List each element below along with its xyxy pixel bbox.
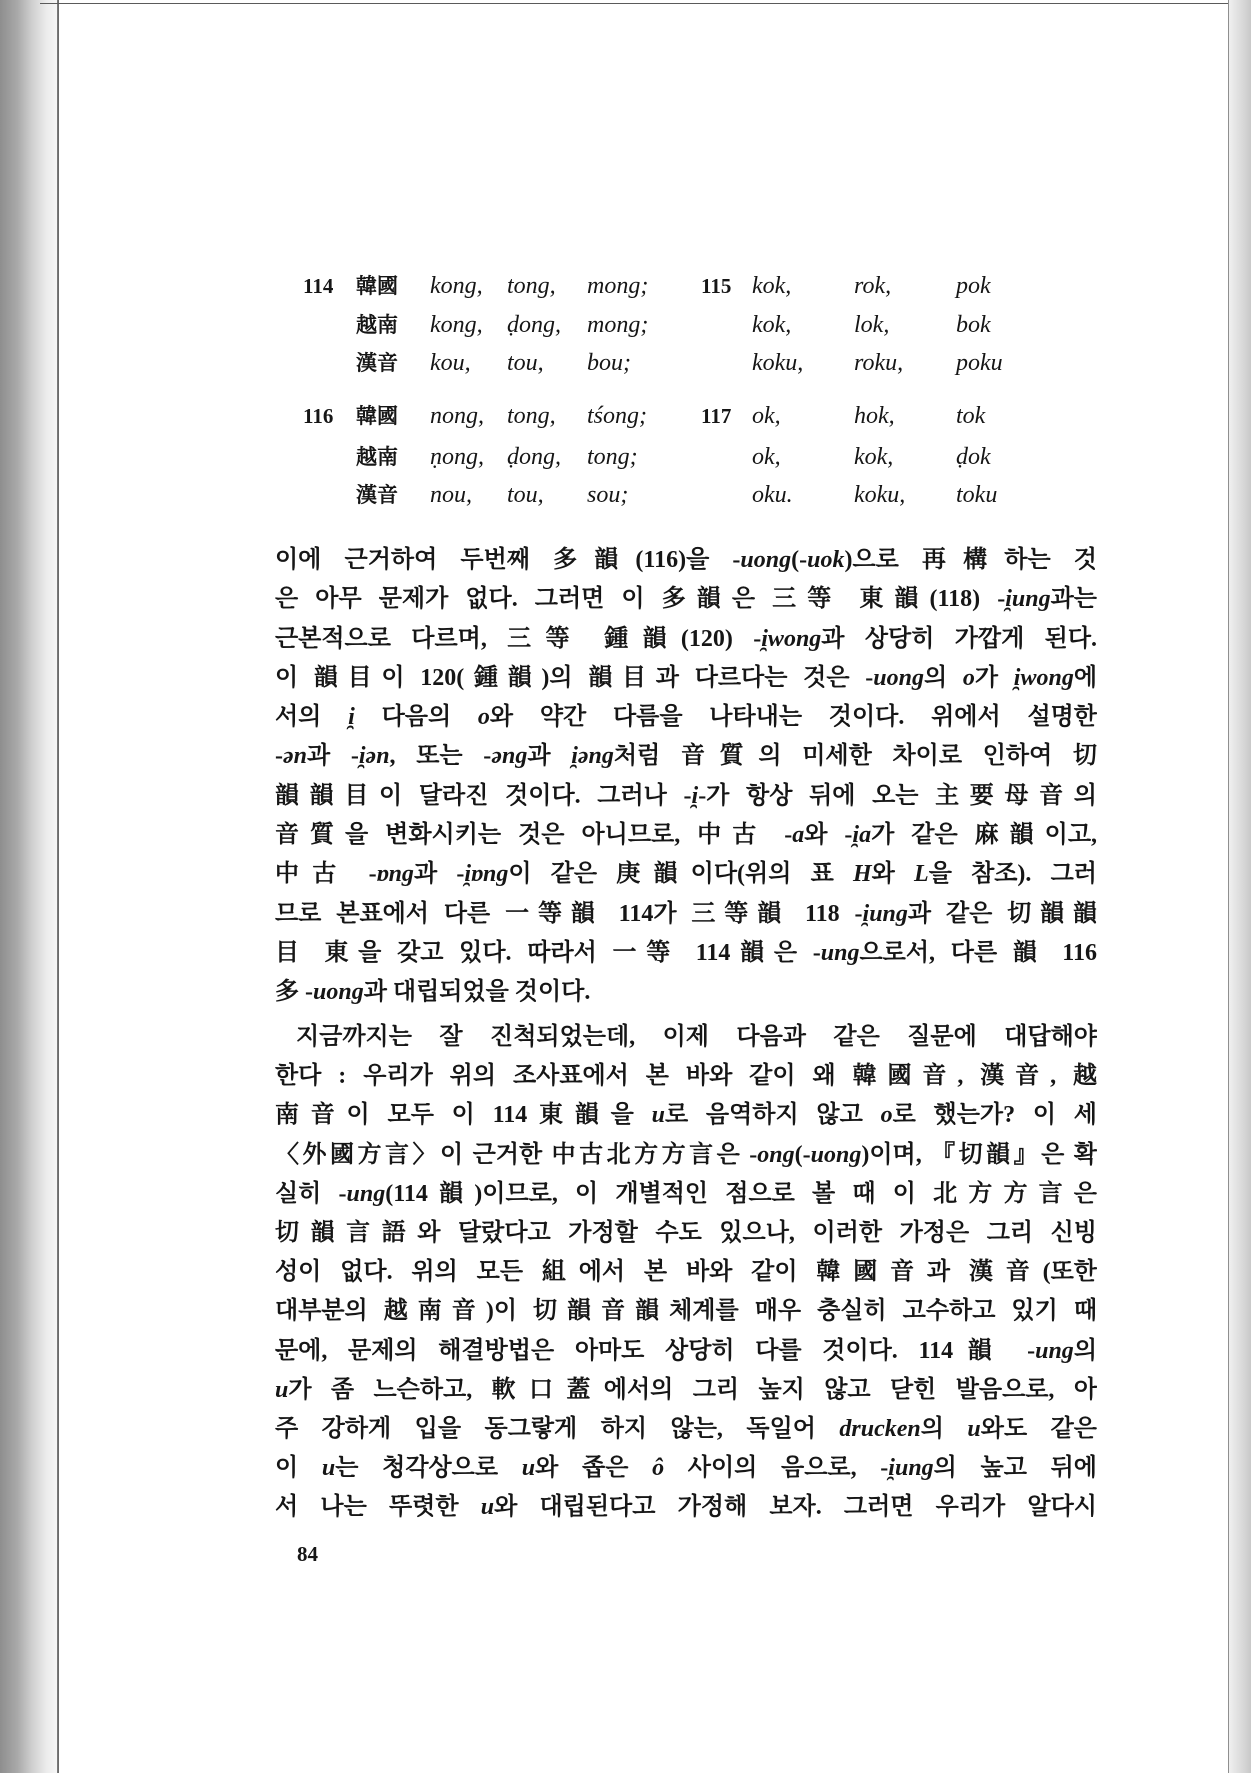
reading: tou,: [507, 350, 544, 376]
text-line: 이에 근거하여 두번째 多韻(116)을 -uong(-uok)으로 再構하는 것: [275, 547, 1097, 573]
latin-term: i̯: [348, 704, 355, 731]
latin-term: i̯ung: [888, 1455, 934, 1482]
reading: poku: [956, 350, 1003, 376]
reading: oku.: [752, 482, 793, 508]
latin-term: uok: [807, 547, 845, 573]
latin-term: uong: [873, 664, 924, 691]
latin-term: i̯əng: [571, 743, 614, 770]
reading: mong;: [587, 312, 649, 338]
reading: sou;: [587, 482, 629, 508]
reading: koku,: [752, 350, 804, 376]
language-label: 越南: [356, 445, 398, 469]
text-line: 주 강하게 입을 동그랗게 하지 않는, 독일어 drucken의 u와도 같은: [275, 1415, 1097, 1442]
latin-term: a: [792, 822, 805, 849]
latin-term: ən: [283, 743, 307, 770]
latin-term: əng: [491, 743, 528, 770]
text-line: 근본적으로 다르며, 三等 鍾韻(120) -i̯wong과 상당히 가깝게 된다.: [275, 625, 1097, 652]
reading: ok,: [752, 403, 781, 429]
reading: rok,: [854, 273, 892, 299]
reading: bou;: [587, 350, 631, 376]
reading: ḍok: [956, 444, 991, 470]
language-label: 漢音: [356, 351, 398, 375]
latin-term: u: [521, 1455, 536, 1482]
text-line: 지금까지는 잘 진척되었는데, 이제 다음과 같은 질문에 대답해야: [296, 1024, 1097, 1050]
latin-term: i̯ung: [1005, 586, 1051, 613]
latin-term: u: [651, 1102, 665, 1129]
language-label: 韓國: [356, 404, 398, 428]
reading: hok,: [854, 403, 895, 429]
reading: kou,: [430, 350, 471, 376]
body-paragraph: [275, 1018, 1097, 1527]
latin-term: i̯wong: [761, 625, 822, 652]
text-line: 〈外國方言〉이 근거한 中古北方方言은 -ong(-uong)이며, 『切韻』은 확: [275, 1141, 1097, 1168]
reading: tśong;: [587, 403, 647, 429]
reading: kong,: [430, 273, 483, 299]
reading: tou,: [507, 482, 544, 508]
latin-term: ung: [1035, 1337, 1074, 1364]
page-right-edge: [1228, 0, 1251, 1773]
reading: kok,: [752, 273, 792, 299]
table-row: [0, 442, 1251, 472]
rhyme-number: 116: [303, 404, 334, 428]
rhyme-number: 114: [303, 274, 334, 298]
text-line: 이 韻目이 120(鍾韻)의 韻目과 다르다는 것은 -uong의 o가 i̯wong에: [275, 664, 1097, 691]
table-row: [0, 480, 1251, 510]
text-line: 은 아무 문제가 없다. 그러면 이 多韻은 三等 東韻(118) -i̯ung과는: [275, 586, 1097, 613]
reading: lok,: [854, 312, 890, 338]
table-row: [0, 310, 1251, 340]
reading: tong,: [507, 403, 556, 429]
text-line: -ən과 -i̯ən, 또는 -əng과 i̯əng처럼 音質의 미세한 차이로 인하여 切: [275, 743, 1097, 770]
text-line: 서 나는 뚜렷한 u와 대립된다고 가정해 보자. 그러면 우리가 알다시: [275, 1494, 1097, 1521]
reading: kok,: [752, 312, 792, 338]
latin-term: ɒng: [376, 861, 414, 888]
latin-term: i̯a: [852, 822, 872, 849]
latin-term: i̯ɒng: [464, 861, 509, 888]
latin-term: u: [321, 1455, 336, 1482]
text-line: 多 -uong과 대립되었을 것이다.: [275, 979, 591, 1006]
table-row: [0, 401, 1251, 431]
body-paragraph: [275, 541, 1097, 1013]
latin-term: uong: [313, 979, 364, 1006]
latin-term: o: [962, 664, 975, 691]
text-line: 中古 -ɒng과 -i̯ɒng이 같은 庚韻이다(위의 표 H와 L을 참조). 그러: [275, 861, 1097, 888]
reading: tong;: [587, 444, 638, 470]
reading: koku,: [854, 482, 906, 508]
text-line: 音質을 변화시키는 것은 아니므로, 中古 -a와 -i̯a가 같은 麻韻이고,: [275, 822, 1097, 849]
page-left-edge: [0, 0, 59, 1773]
language-label: 越南: [356, 313, 398, 337]
text-line: 南音이 모두 이 114東韻을 u로 음역하지 않고 o로 했는가? 이 세: [275, 1102, 1097, 1129]
text-line: 한다 : 우리가 위의 조사표에서 본 바와 같이 왜 韓國音, 漢音, 越: [275, 1063, 1097, 1090]
reading: kok,: [854, 444, 894, 470]
reading: nou,: [430, 482, 472, 508]
latin-term: o: [477, 704, 490, 731]
reading: roku,: [854, 350, 904, 376]
reading: kong,: [430, 312, 483, 338]
latin-term: drucken: [839, 1415, 921, 1442]
latin-term: uong: [810, 1141, 862, 1168]
latin-term: L: [914, 861, 929, 888]
latin-term: u: [275, 1376, 289, 1403]
reading: nong,: [430, 403, 484, 429]
latin-term: u: [967, 1415, 981, 1442]
reading: ḍong,: [507, 312, 561, 338]
rhyme-number: 117: [701, 404, 732, 428]
language-label: 韓國: [356, 274, 398, 298]
table-row: [0, 348, 1251, 378]
text-line: 切韻言語와 달랐다고 가정할 수도 있으나, 이러한 가정은 그리 신빙: [275, 1219, 1097, 1246]
latin-term: o: [880, 1102, 893, 1129]
reading: ḍong,: [507, 444, 561, 470]
latin-term: ung: [346, 1180, 386, 1207]
latin-term: ô: [652, 1455, 665, 1482]
reading: ṇong,: [430, 444, 484, 470]
latin-term: i̯ung: [862, 900, 908, 927]
text-line: 서의 i̯ 다음의 o와 약간 다름을 나타내는 것이다. 위에서 설명한: [275, 704, 1097, 731]
text-line: u가 좀 느슨하고, 軟口蓋에서의 그리 높지 않고 닫힌 발음으로, 아: [275, 1376, 1097, 1403]
text-line: 이 u는 청각상으로 u와 좁은 ô 사이의 음으로, -i̯ung의 높고 뒤에: [275, 1455, 1097, 1482]
reading: ok,: [752, 444, 781, 470]
text-line: 므로 본표에서 다른 一等韻 114가 三等韻 118 -i̯ung과 같은 切韻韻: [275, 900, 1097, 927]
reading: bok: [956, 312, 991, 338]
latin-term: ung: [820, 939, 860, 966]
latin-term: u: [480, 1494, 495, 1521]
rhyme-number: 115: [701, 274, 732, 298]
latin-term: H: [852, 861, 872, 888]
latin-term: ong: [757, 1141, 795, 1168]
table-row: [0, 271, 1251, 301]
language-label: 漢音: [356, 483, 398, 507]
latin-term: i̯ən: [358, 743, 390, 770]
latin-term: i̯: [691, 782, 699, 809]
latin-term: uong: [740, 547, 792, 573]
text-line: 성이 없다. 위의 모든 組에서 본 바와 같이 韓國音과 漢音(또한: [275, 1259, 1097, 1286]
reading: pok: [956, 273, 991, 299]
reading: tok: [956, 403, 986, 429]
reading: tong,: [507, 273, 556, 299]
text-line: 대부분의 越南音)이 切韻音韻체계를 매우 충실히 고수하고 있기 때: [275, 1298, 1097, 1325]
text-line: 韻韻目이 달라진 것이다. 그러나 -i̯-가 항상 뒤에 오는 主要母音의: [275, 782, 1097, 809]
page-number: 84: [297, 1542, 318, 1566]
page-top-edge: [40, 3, 1230, 4]
reading: mong;: [587, 273, 649, 299]
latin-term: i̯wong: [1013, 664, 1074, 691]
text-line: 문에, 문제의 해결방법은 아마도 상당히 다를 것이다. 114韻 -ung의: [275, 1337, 1097, 1364]
text-line: 目 東을 갖고 있다. 따라서 一等 114韻은 -ung으로서, 다른 韻 116: [275, 939, 1097, 966]
text-line: 실히 -ung(114韻)이므로, 이 개별적인 점으로 볼 때 이 北方方言은: [275, 1180, 1097, 1207]
reading: toku: [956, 482, 998, 508]
